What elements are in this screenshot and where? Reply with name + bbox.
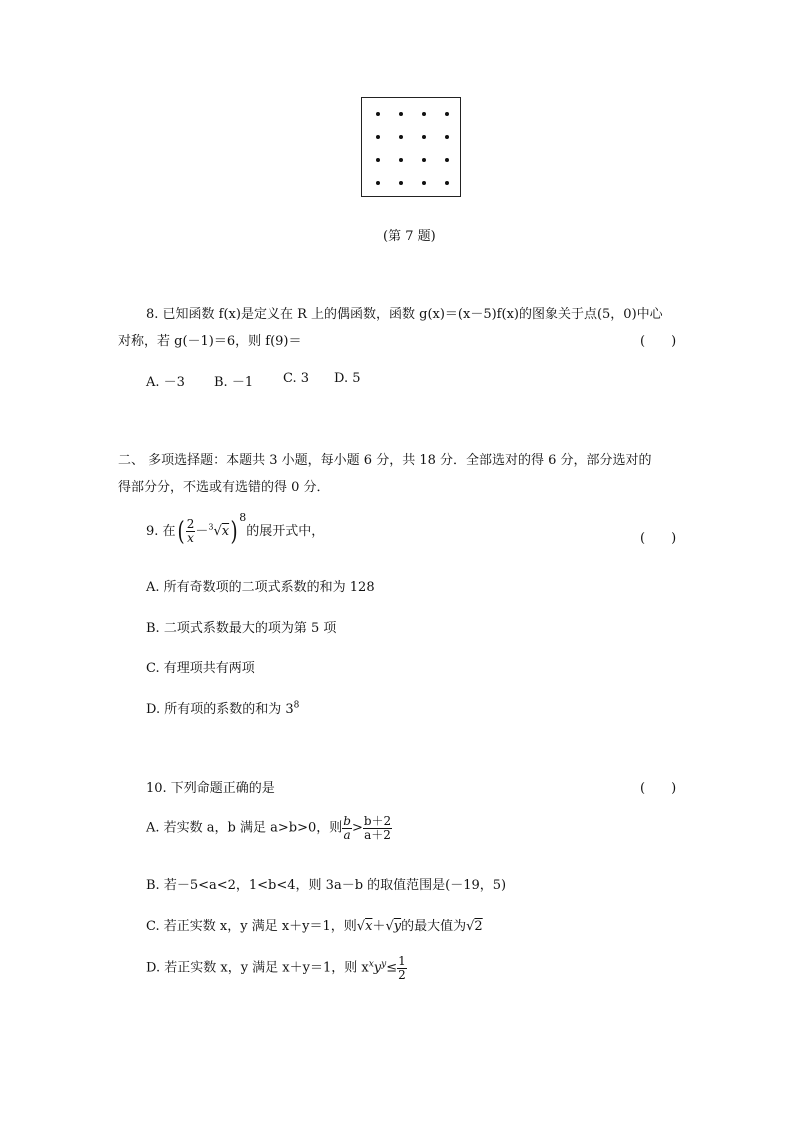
- q10-a-relation: >: [351, 820, 363, 836]
- q10-option-a: [146, 815, 392, 841]
- grid-dot: [399, 158, 403, 162]
- grid-dot: [445, 158, 449, 162]
- grid-dot: [422, 181, 426, 185]
- q9-option-d: [146, 698, 299, 717]
- q9-root-arg: x: [221, 524, 230, 539]
- section2-heading-line2: 得部分分，不选或有选错的得 0 分．: [118, 480, 330, 495]
- q8-option-d: D. 5: [334, 371, 361, 386]
- q9-option-a: A. 所有奇数项的二项式系数的和为 128: [146, 580, 375, 595]
- q9-exponent: 8: [239, 511, 247, 524]
- grid-dot: [445, 181, 449, 185]
- q10-a-frac2-num: b＋2: [363, 814, 392, 828]
- q8-option-c: C. 3: [283, 371, 310, 386]
- q9-right-paren: ): [230, 516, 238, 547]
- grid-dot: [445, 112, 449, 116]
- q8-option-b: B. －1: [214, 375, 254, 390]
- figure-caption: (第 7 题): [383, 229, 436, 244]
- q8-option-a: A. －3: [146, 375, 185, 390]
- q10-c-root2-arg: y: [393, 919, 402, 934]
- grid-dot: [376, 135, 380, 139]
- grid-dot: [422, 158, 426, 162]
- q9-fraction: [186, 518, 196, 544]
- q9-prefix: 9. 在: [146, 524, 176, 539]
- grid-dot: [399, 112, 403, 116]
- q9-option-b: B. 二项式系数最大的项为第 5 项: [146, 621, 337, 636]
- q10-d-base-y: y: [373, 960, 382, 976]
- q8-stem-line1: 8. 已知函数 f(x)是定义在 R 上的偶函数，函数 g(x)＝(x－5)f(x)的图象关于点(5，0)中心: [146, 307, 663, 322]
- q10-d-relation: ≤: [386, 960, 398, 976]
- q9-answer-paren: ( ): [640, 531, 677, 546]
- q10-d-frac-num: 1: [398, 954, 406, 968]
- grid-dot: [422, 135, 426, 139]
- grid-dot: [399, 181, 403, 185]
- q9-minus: －: [195, 524, 209, 539]
- q10-c-plus: ＋: [372, 919, 386, 934]
- q9-option-d-text: D. 所有项的系数的和为 3: [146, 702, 294, 717]
- q9-root-sign: √: [213, 524, 222, 539]
- q10-c-root1-sign: √: [356, 919, 366, 934]
- q10-c-root3-arg: 2: [474, 919, 483, 934]
- q10-c-root3-sign: √: [466, 919, 475, 934]
- q9-option-c: C. 有理项共有两项: [146, 661, 255, 676]
- q10-stem: 10. 下列命题正确的是: [146, 781, 275, 796]
- q9-option-d-exp: 8: [293, 700, 300, 711]
- q10-option-c-text: C. 若正实数 x，y 满足 x＋y＝1，则: [146, 919, 357, 934]
- q10-a-frac2-den: a＋2: [364, 827, 391, 842]
- q8-stem-line2: 对称，若 g(－1)＝6，则 f(9)＝: [118, 334, 302, 349]
- q9-frac-den: x: [187, 531, 194, 545]
- q10-d-exp-x: x: [368, 959, 374, 970]
- grid-dot: [376, 158, 380, 162]
- q10-option-c: [146, 915, 483, 934]
- q8-answer-paren: ( ): [640, 334, 677, 349]
- q10-option-b: B. 若－5<a<2，1<b<4，则 3a－b 的取值范围是(－19，5): [146, 878, 507, 893]
- q9-root-index: 3: [208, 522, 214, 532]
- grid-dot: [376, 112, 380, 116]
- q10-c-root2-sign: √: [385, 919, 394, 934]
- q10-option-a-text: A. 若实数 a，b 满足 a>b>0，则: [146, 820, 343, 836]
- dot-grid-figure: [361, 97, 461, 197]
- grid-dot: [399, 135, 403, 139]
- q10-d-frac-den: 2: [398, 967, 406, 982]
- q10-a-frac1-num: b: [343, 814, 351, 828]
- grid-dot: [422, 112, 426, 116]
- section2-heading-line1: 二、 多项选择题：本题共 3 小题，每小题 6 分，共 18 分．全部选对的得 6 分，部分选对的: [118, 453, 652, 468]
- grid-dot: [376, 181, 380, 185]
- q9-left-paren: (: [177, 516, 185, 547]
- q10-d-exp-y: y: [381, 959, 387, 970]
- q10-d-frac: [397, 955, 407, 981]
- q10-c-root1-arg: x: [365, 919, 373, 934]
- q10-a-frac1: [342, 815, 352, 841]
- q10-answer-paren: ( ): [640, 781, 677, 796]
- q9-suffix: 的展开式中，: [246, 524, 325, 539]
- q9-frac-num: 2: [186, 517, 195, 532]
- q10-option-d-text: D. 若正实数 x，y 满足 x＋y＝1，则 x: [146, 960, 369, 976]
- q9-stem: [146, 512, 324, 545]
- q10-c-mid-text: 的最大值为: [401, 919, 467, 934]
- grid-dot: [445, 135, 449, 139]
- q10-option-d: [146, 955, 407, 981]
- q10-a-frac1-den: a: [343, 827, 351, 842]
- q10-a-frac2: [363, 815, 392, 841]
